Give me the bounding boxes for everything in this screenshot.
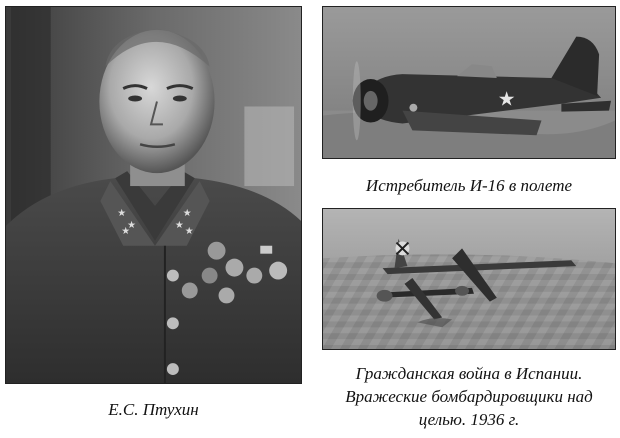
plane-caption: Истребитель И-16 в полете [365,176,573,195]
portrait-caption: Е.С. Птухин [108,400,199,419]
plane-photo [322,6,616,159]
svg-text:★: ★ [184,225,194,237]
bombers-caption-line-3: целью. 1936 г. [418,410,520,429]
bombers-caption [322,362,616,431]
svg-text:★: ★ [117,207,127,219]
bombers-photo [322,208,616,350]
svg-text:★: ★ [182,207,192,219]
svg-text:★: ★ [121,225,131,237]
svg-text:★: ★ [174,219,184,231]
bombers-caption-line-1: Гражданская война в Испании. [355,364,583,383]
bombers-caption-line-2: Вражеские бомбардировщики над [345,387,593,406]
svg-text:★: ★ [497,87,516,111]
portrait-photo [5,6,302,384]
svg-text:★: ★ [127,219,137,231]
